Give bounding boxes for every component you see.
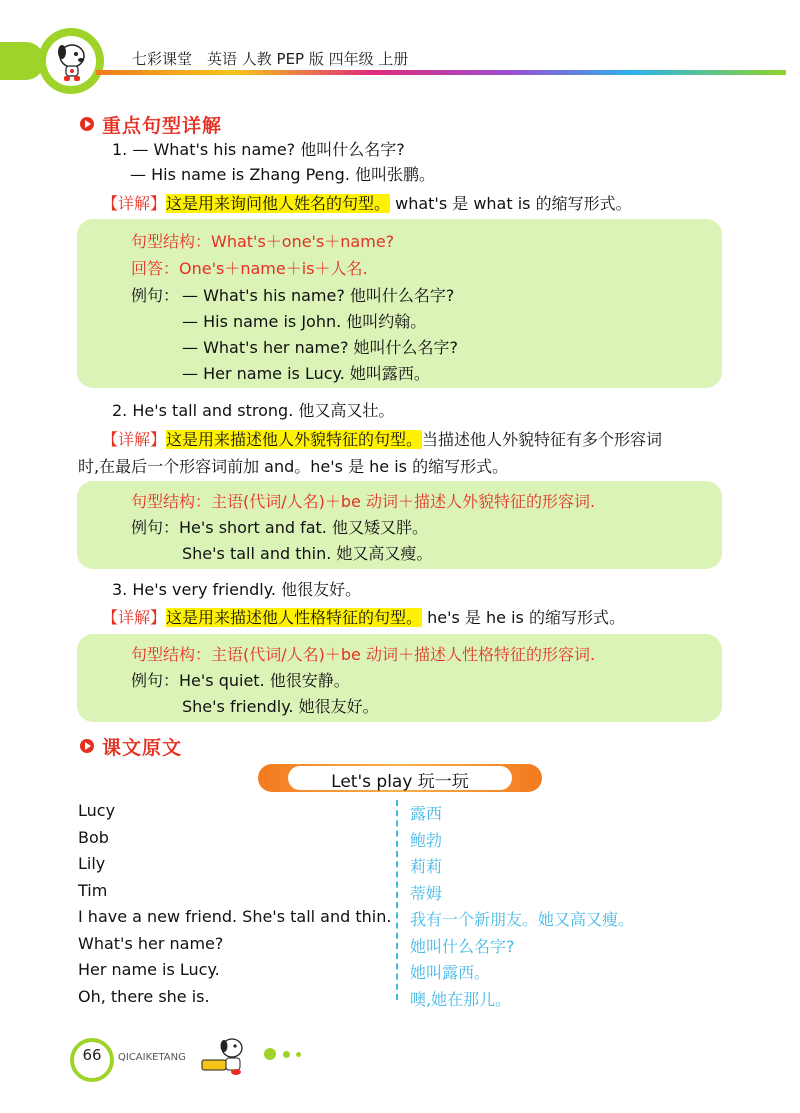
section-title-text: 课文原文 <box>102 737 183 759</box>
dialogue-chinese: 蒂姆 <box>410 883 443 903</box>
explain-tag: 【详解】 <box>102 194 167 213</box>
item2-explain <box>102 427 662 450</box>
dialogue-english: Lucy <box>78 801 116 820</box>
item1-explain <box>102 191 632 214</box>
dialogue-chinese: 莉莉 <box>410 857 443 876</box>
dialogue-english: Bob <box>78 827 109 847</box>
box1-example-2: — His name is John. 他叫约翰。 <box>182 312 427 331</box>
item3-sentence: 3. He's very friendly. 他很友好。 <box>112 580 362 599</box>
explain-highlight: 这是用来描述他人性格特征的句型。 <box>166 608 423 627</box>
box1-example-label: 例句： <box>131 286 180 305</box>
dialogue-english: Oh, there she is. <box>78 986 210 1006</box>
explain-highlight: 这是用来描述他人外貌特征的句型。 <box>166 430 423 449</box>
dialogue-english: Lily <box>78 854 106 873</box>
dialogue-chinese: 鲍勃 <box>410 830 443 850</box>
dialogue-english: Her name is Lucy. <box>78 960 220 979</box>
column-divider <box>396 800 398 1000</box>
explain-highlight: 这是用来询问他人姓名的句型。 <box>166 194 391 213</box>
explain-rest: what's 是 what is 的缩写形式。 <box>390 194 632 213</box>
footer-dot-medium <box>283 1051 290 1058</box>
box2-example-1: 例句：He's short and fat. 他又矮又胖。 <box>131 518 428 537</box>
dialogue-chinese: 她叫什么名字? <box>410 936 515 956</box>
header-title: 七彩课堂 英语 人教 PEP 版 四年级 上册 <box>132 50 409 68</box>
footer-dot-small <box>296 1052 301 1057</box>
explain-rest: he's 是 he is 的缩写形式。 <box>422 608 625 627</box>
footer-dot-large <box>264 1048 276 1060</box>
lets-play-title: Let's play 玩一玩 <box>331 772 469 792</box>
explain-tag: 【详解】 <box>102 608 167 627</box>
page-number: 66 <box>82 1046 102 1064</box>
box1-example-1: — What's his name? 他叫什么名字? <box>182 286 455 305</box>
header-rainbow-divider <box>96 70 786 75</box>
dialogue-chinese: 她叫露西。 <box>410 963 491 982</box>
explain-tag: 【详解】 <box>102 430 167 449</box>
box3-example-2: She's friendly. 她很友好。 <box>182 697 379 716</box>
item1-question: 1. — What's his name? 他叫什么名字? <box>112 140 405 159</box>
item1-answer: — His name is Zhang Peng. 他叫张鹏。 <box>130 165 435 184</box>
dog-mascot-icon <box>50 38 94 84</box>
explain-rest: 当描述他人外貌特征有多个形容词 <box>422 430 663 449</box>
box3-structure: 句型结构：主语(代词/人名)＋be 动词＋描述人性格特征的形容词. <box>131 645 596 664</box>
item3-explain <box>102 605 625 628</box>
section-play-icon <box>80 117 94 131</box>
footer-brand: QICAIKETANG <box>118 1052 186 1063</box>
dialogue-chinese: 露西 <box>410 804 443 823</box>
dialogue-english: What's her name? <box>78 933 224 953</box>
dialogue-chinese: 我有一个新朋友。她又高又瘦。 <box>410 910 635 929</box>
item2-explain-cont: 时,在最后一个形容词前加 and。he's 是 he is 的缩写形式。 <box>78 457 509 476</box>
section-play-icon <box>80 739 94 753</box>
dialogue-chinese: 噢,她在那儿。 <box>410 989 512 1009</box>
dialogue-english: I have a new friend. She's tall and thin. <box>78 907 392 926</box>
box2-example-2: She's tall and thin. 她又高又瘦。 <box>182 544 433 563</box>
item2-sentence: 2. He's tall and strong. 他又高又壮。 <box>112 401 395 420</box>
box1-example-3: — What's her name? 她叫什么名字? <box>182 338 459 357</box>
box3-example-1: 例句：He's quiet. 他很安静。 <box>131 671 350 690</box>
box2-structure: 句型结构：主语(代词/人名)＋be 动词＋描述人外貌特征的形容词. <box>131 492 596 511</box>
box1-structure: 句型结构：What's＋one's＋name? <box>131 232 395 251</box>
box1-example-4: — Her name is Lucy. 她叫露西。 <box>182 364 430 383</box>
box1-answer: 回答：One's＋name＋is＋人名. <box>131 259 368 278</box>
section-title-key-sentences: 重点句型详解 <box>102 115 223 137</box>
dialogue-english: Tim <box>78 880 108 900</box>
dog-reading-icon <box>196 1034 252 1076</box>
